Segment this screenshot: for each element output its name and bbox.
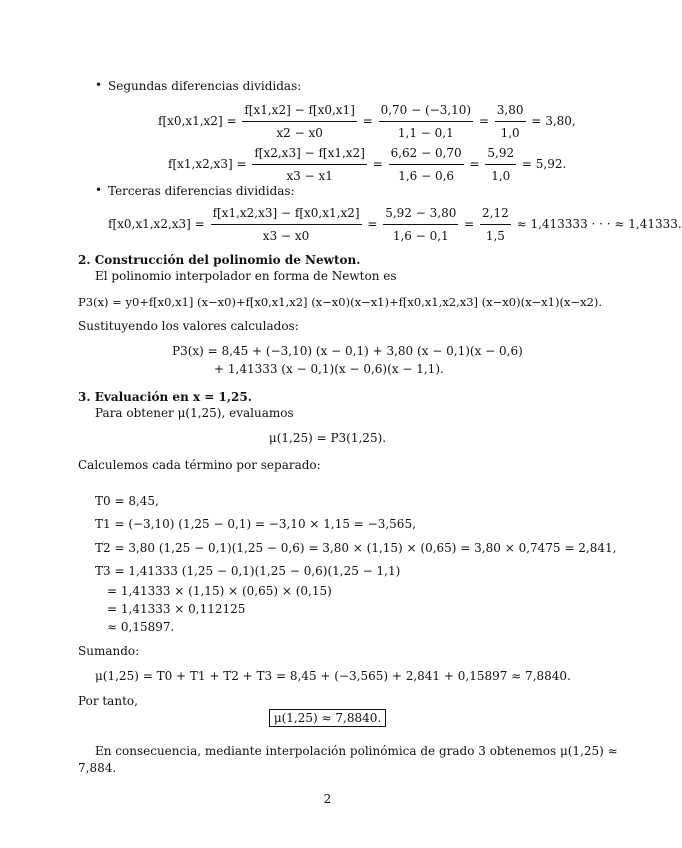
f0123-lhs: f[x0,x1,x2,x3] = <box>108 217 205 231</box>
equation-f123: f[x1,x2,x3] = $\frac{f[x2,x3] - f[x1,x2]}{x3 - x1}$ = $\frac{6,62 - 0,70}{1,6 - 0,6}$ = $\frac{5,92}{1,0}$ = 5,92. <box>168 143 566 186</box>
f012-frac3: $\frac{3,80}{1,0}$ <box>495 100 526 143</box>
section-3-intro: Para obtener μ(1,25), evaluamos <box>95 406 294 420</box>
term-t3-line-2: = 1,41333 × (1,15) × (0,65) × (0,15) <box>107 584 332 598</box>
p3-line-2: + 1,41333 (x − 0,1)(x − 0,6)(x − 1,1). <box>214 362 444 376</box>
section-2-intro: El polinomio interpolador en forma de Newton es <box>95 269 397 283</box>
sum-equation: μ(1,25) = T0 + T1 + T2 + T3 = 8,45 + (−3,565) + 2,841 + 0,15897 ≈ 7,8840. <box>95 669 571 683</box>
bullet-dot: • <box>95 78 103 92</box>
section-3-title: 3. Evaluación en x = 1,25. <box>78 390 252 404</box>
term-t3-line-1: T3 = 1,41333 (1,25 − 0,1)(1,25 − 0,6)(1,25 − 1,1) <box>95 564 401 578</box>
p3-line-1: P3(x) = 8,45 + (−3,10) (x − 0,1) + 3,80 (x − 0,1)(x − 0,6) <box>172 344 523 358</box>
f123-lhs: f[x1,x2,x3] = <box>168 157 247 171</box>
substitution-text: Sustituyendo los valores calculados: <box>78 319 299 333</box>
f123-frac1: $\frac{f[x2,x3] - f[x1,x2]}{x3 - x1}$ <box>252 143 367 186</box>
term-t3-line-3: = 1,41333 × 0,112125 <box>107 602 246 616</box>
term-t3-line-4: ≈ 0,15897. <box>107 620 175 634</box>
section-2-title: 2. Construcción del polinomio de Newton. <box>78 253 361 267</box>
term-t0: T0 = 8,45, <box>95 494 159 508</box>
f0123-frac1: $\frac{f[x1,x2,x3] - f[x0,x1,x2]}{x3 - x0}$ <box>211 203 362 246</box>
terms-intro: Calculemos cada término por separado: <box>78 458 321 472</box>
f123-frac2: $\frac{6,62 - 0,70}{1,6 - 0,6}$ <box>389 143 464 186</box>
equation-f012: f[x0,x1,x2] = $\frac{f[x1,x2] - f[x0,x1]}{x2 - x0}$ = $\frac{0,70 - (-3,10)}{1,1 - 0,1}$ = $\frac{3,80}{1,0}$ = 3,80, <box>158 100 576 143</box>
f012-frac2: $\frac{0,70 - (-3,10)}{1,1 - 0,1}$ <box>379 100 474 143</box>
f012-lhs: f[x0,x1,x2] = <box>158 114 237 128</box>
f012-frac1: $\frac{f[x1,x2] - f[x0,x1]}{x2 - x0}$ <box>242 100 357 143</box>
boxed-result: μ(1,25) ≈ 7,8840. <box>269 709 386 727</box>
f123-frac3: $\frac{5,92}{1,0}$ <box>485 143 516 186</box>
boxed-result-row <box>0 710 655 726</box>
bullet-second-label: Segundas diferencias divididas: <box>108 79 302 93</box>
conclusion-line-2: 7,884. <box>78 761 117 775</box>
conclusion-line-1: En consecuencia, mediante interpolación polinómica de grado 3 obtenemos μ(1,25) ≈ <box>95 744 618 758</box>
sum-label: Sumando: <box>78 644 140 658</box>
newton-formula: P3(x) = y0+f[x0,x1] (x−x0)+f[x0,x1,x2] (x−x0)(x−x1)+f[x0,x1,x2,x3] (x−x0)(x−x1)(x−x2). <box>78 295 603 309</box>
f0123-tail: ≈ 1,413333 · · · ≈ 1,41333. <box>516 217 682 231</box>
term-t1: T1 = (−3,10) (1,25 − 0,1) = −3,10 × 1,15 = −3,565, <box>95 517 416 531</box>
f012-tail: = 3,80, <box>531 114 576 128</box>
bullet-dot: • <box>95 183 103 197</box>
evaluation-equation: μ(1,25) = P3(1,25). <box>268 431 387 445</box>
term-t2: T2 = 3,80 (1,25 − 0,1)(1,25 − 0,6) = 3,80 × (1,15) × (0,65) = 3,80 × 0,7475 = 2,841, <box>95 541 617 555</box>
bullet-third-label: Terceras diferencias divididas: <box>108 184 295 198</box>
f123-tail: = 5,92. <box>521 157 567 171</box>
page-number: 2 <box>323 792 332 806</box>
f0123-frac3: $\frac{2,12}{1,5}$ <box>480 203 511 246</box>
f0123-frac2: $\frac{5,92 - 3,80}{1,6 - 0,1}$ <box>383 203 458 246</box>
equation-f0123: f[x0,x1,x2,x3] = $\frac{f[x1,x2,x3] - f[x0,x1,x2]}{x3 - x0}$ = $\frac{5,92 - 3,80}{1,6 - 0,1}$ = $\frac{2,12}{1,5}$ ≈ 1,413333 · · · ≈ 1,41333. <box>108 203 682 246</box>
therefore-label: Por tanto, <box>78 694 138 708</box>
